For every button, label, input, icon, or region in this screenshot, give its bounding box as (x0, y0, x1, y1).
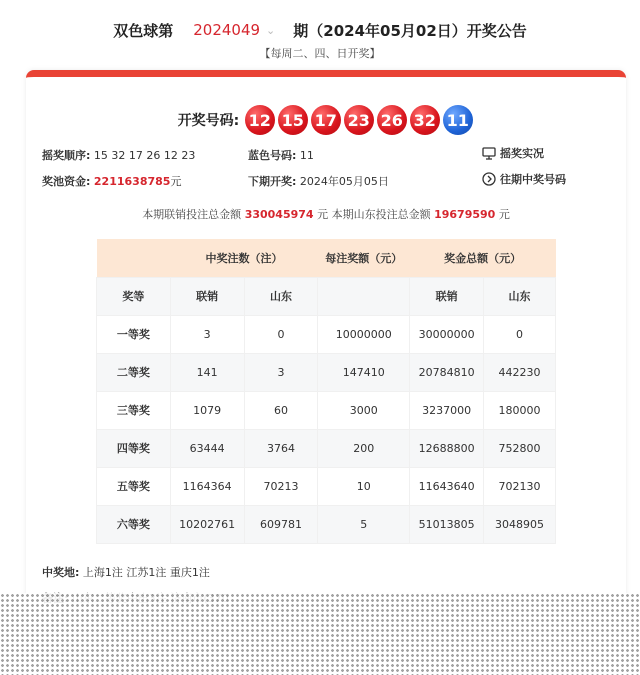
prize-pool-unit: 元 (170, 175, 182, 188)
table-cell: 1164364 (170, 467, 244, 505)
prize-rank-cell: 五等奖 (97, 467, 171, 505)
table-cell: 10 (318, 467, 410, 505)
table-cell: 3000 (318, 391, 410, 429)
table-row (97, 353, 556, 391)
table-cell: 141 (170, 353, 244, 391)
red-ball: 26 (377, 105, 407, 135)
table-cell: 30000000 (410, 315, 484, 353)
table-cell: 752800 (484, 429, 556, 467)
table-cell: 3048905 (484, 505, 556, 543)
prize-pool-value: 2211638785 (93, 175, 171, 188)
next-draw (248, 173, 389, 189)
sales-summary (26, 206, 626, 222)
table-header-cell: 山东 (484, 277, 556, 315)
next-draw-value: 2024年05月05日 (299, 175, 389, 188)
prize-pool-label: 奖池资金: (42, 175, 91, 188)
table-cell: 10202761 (170, 505, 244, 543)
draw-order-value: 15 32 17 26 12 23 (93, 149, 196, 162)
table-header-cell: 联销 (170, 277, 244, 315)
table-header-cell (318, 277, 410, 315)
red-ball: 32 (410, 105, 440, 135)
table-cell: 609781 (244, 505, 318, 543)
table-cell: 0 (484, 315, 556, 353)
table-cell: 5 (318, 505, 410, 543)
page-title (0, 16, 640, 44)
issue-select[interactable] (193, 21, 275, 39)
table-row (97, 315, 556, 353)
prize-rank-cell: 四等奖 (97, 429, 171, 467)
table-row (97, 429, 556, 467)
title-prefix: 双色球第 (113, 21, 174, 40)
draw-order (42, 147, 195, 163)
table-row (97, 467, 556, 505)
table-cell: 3237000 (410, 391, 484, 429)
table-cell: 70213 (244, 467, 318, 505)
prize-rank-cell: 三等奖 (97, 391, 171, 429)
table-header-cell (97, 239, 171, 277)
winner-locations-value: 上海1注 江苏1注 重庆1注 (82, 566, 210, 579)
red-ball: 23 (344, 105, 374, 135)
chevron-down-icon: ⌄ (266, 23, 276, 37)
prize-rank-cell: 六等奖 (97, 505, 171, 543)
winning-numbers (26, 105, 626, 135)
table-cell: 51013805 (410, 505, 484, 543)
table-cell: 180000 (484, 391, 556, 429)
blue-number-label: 蓝色号码: (248, 149, 297, 162)
table-cell: 147410 (318, 353, 410, 391)
live-draw-link-label: 摇奖实况 (500, 147, 544, 160)
red-ball: 17 (311, 105, 341, 135)
issue-number: 2024049 (193, 21, 261, 39)
prize-rank-cell: 二等奖 (97, 353, 171, 391)
table-header-cell: 奖金总额（元） (410, 239, 556, 277)
title-suffix: 期（2024年05月02日）开奖公告 (293, 21, 527, 40)
red-ball: 15 (278, 105, 308, 135)
monitor-icon (482, 147, 496, 160)
table-cell: 442230 (484, 353, 556, 391)
table-cell: 12688800 (410, 429, 484, 467)
table-header-cell: 中奖注数（注） (170, 239, 318, 277)
table-header-cell: 每注奖额（元） (318, 239, 410, 277)
shandong-sales-value: 19679590 (434, 208, 496, 221)
table-cell: 1079 (170, 391, 244, 429)
history-link-label: 往期中奖号码 (500, 173, 566, 186)
table-header-cell: 联销 (410, 277, 484, 315)
winner-locations (42, 564, 210, 580)
next-draw-label: 下期开奖: (248, 175, 297, 188)
blue-number (248, 147, 314, 163)
table-header-row (97, 239, 556, 277)
table-cell: 200 (318, 429, 410, 467)
page-header (0, 16, 640, 61)
table-cell: 3 (244, 353, 318, 391)
prize-rank-cell: 一等奖 (97, 315, 171, 353)
table-cell: 3 (170, 315, 244, 353)
red-ball: 12 (245, 105, 275, 135)
table-subheader-row (97, 277, 556, 315)
table-cell: 20784810 (410, 353, 484, 391)
draw-order-label: 摇奖顺序: (42, 149, 91, 162)
table-header-cell: 奖等 (97, 277, 171, 315)
table-cell: 0 (244, 315, 318, 353)
table-cell: 3764 (244, 429, 318, 467)
table-cell: 11643640 (410, 467, 484, 505)
table-cell: 10000000 (318, 315, 410, 353)
table-cell: 702130 (484, 467, 556, 505)
prize-pool (42, 173, 181, 189)
winner-locations-label: 中奖地: (42, 566, 80, 579)
union-sales-value: 330045974 (244, 208, 314, 221)
table-header-cell: 山东 (244, 277, 318, 315)
history-link[interactable] (482, 171, 566, 187)
pixelated-overlay (0, 593, 640, 675)
winning-numbers-label: 开奖号码: (177, 113, 240, 129)
table-cell: 60 (244, 391, 318, 429)
table-row (97, 391, 556, 429)
prize-table (96, 239, 556, 544)
live-draw-link[interactable] (482, 145, 544, 161)
table-row (97, 505, 556, 543)
table-cell: 63444 (170, 429, 244, 467)
summary-text: 元 (498, 208, 510, 221)
result-card (26, 70, 626, 630)
summary-text: 本期联销投注总金额 (142, 208, 242, 221)
blue-number-value: 11 (299, 149, 314, 162)
draw-schedule: 【每周二、四、日开奖】 (259, 47, 381, 60)
summary-text: 元 本期山东投注总金额 (317, 208, 431, 221)
arrow-circle-right-icon (482, 172, 496, 186)
blue-ball: 11 (443, 105, 473, 135)
